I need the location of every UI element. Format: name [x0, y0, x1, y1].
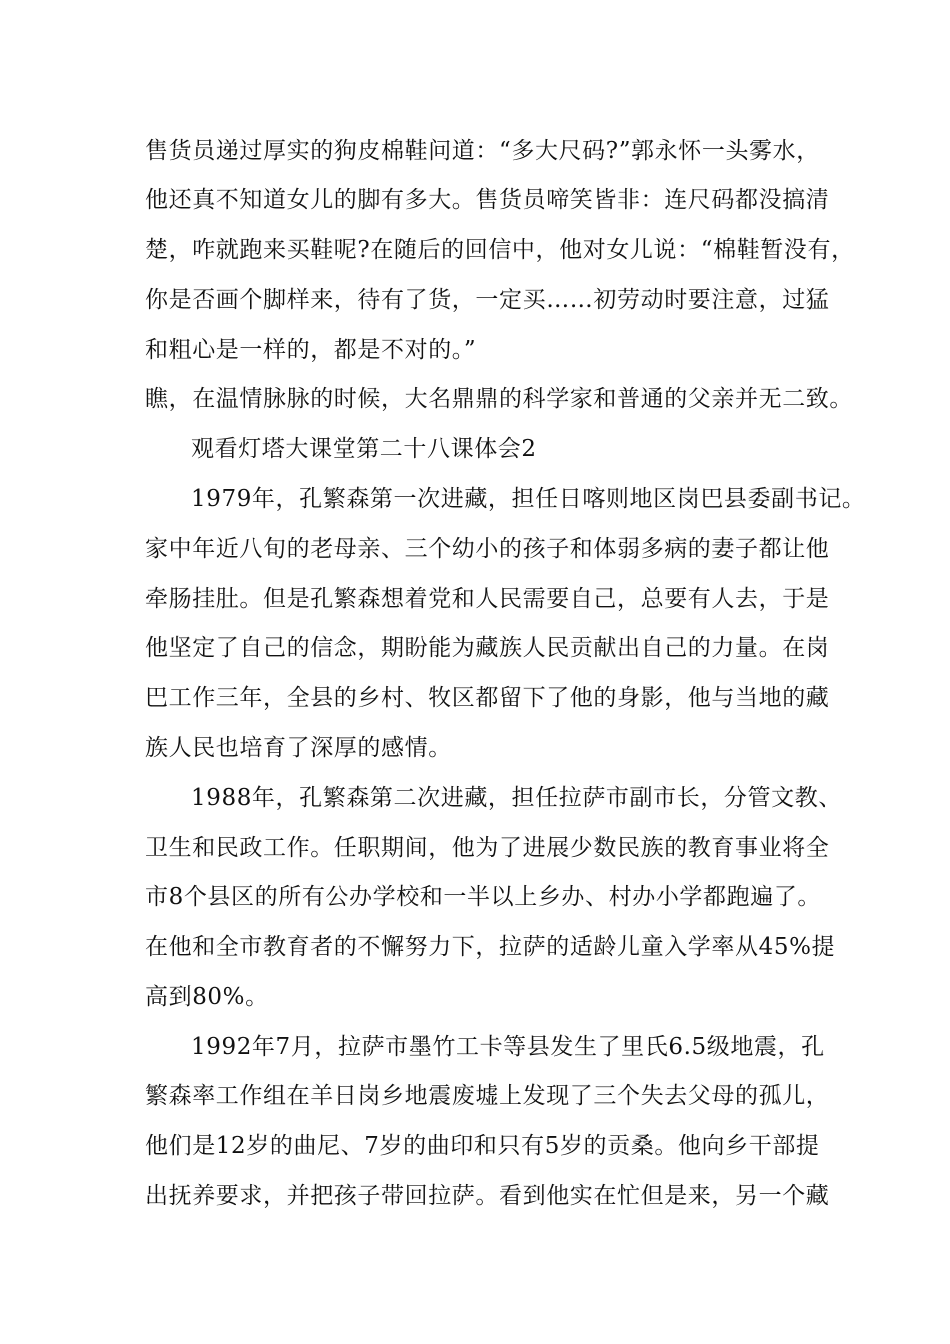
text-line: 他们是12岁的曲尼、7岁的曲印和只有5岁的贡桑。他向乡干部提: [145, 1133, 820, 1159]
text-line: 市8个县区的所有公办学校和一半以上乡办、村办小学都跑遍了。: [145, 884, 822, 910]
text-line: 和粗心是一样的，都是不对的。”: [145, 337, 477, 363]
section-heading: 观看灯塔大课堂第二十八课体会2: [191, 436, 537, 462]
text-line: 瞧，在温情脉脉的时候，大名鼎鼎的科学家和普通的父亲并无二致。: [145, 386, 853, 412]
text-line: 楚，咋就跑来买鞋呢?在随后的回信中，他对女儿说：“棉鞋暂没有，: [145, 237, 855, 263]
text-line: 他坚定了自己的信念，期盼能为藏族人民贡献出自己的力量。在岗: [145, 635, 830, 661]
text-line: 巴工作三年，全县的乡村、牧区都留下了他的身影，他与当地的藏: [145, 685, 830, 711]
text-line: 在他和全市教育者的不懈努力下，拉萨的适龄儿童入学率从45%提: [145, 934, 836, 960]
text-line: 1979年，孔繁森第一次进藏，担任日喀则地区岗巴县委副书记。: [191, 486, 866, 512]
text-line: 牵肠挂肚。但是孔繁森想着党和人民需要自己，总要有人去，于是: [145, 586, 830, 612]
text-line: 1988年，孔繁森第二次进藏，担任拉萨市副市长，分管文教、: [191, 785, 842, 811]
text-line: 售货员递过厚实的狗皮棉鞋问道：“多大尺码?”郭永怀一头雾水，: [145, 138, 820, 164]
text-line: 出抚养要求，并把孩子带回拉萨。看到他实在忙但是来，另一个藏: [145, 1183, 830, 1209]
text-line: 1992年7月，拉萨市墨竹工卡等县发生了里氏6.5级地震，孔: [191, 1034, 825, 1060]
text-line: 卫生和民政工作。任职期间，他为了进展少数民族的教育事业将全: [145, 835, 830, 861]
text-line: 家中年近八旬的老母亲、三个幼小的孩子和体弱多病的妻子都让他: [145, 536, 830, 562]
text-line: 族人民也培育了深厚的感情。: [145, 735, 452, 761]
text-line: 繁森率工作组在羊日岗乡地震废墟上发现了三个失去父母的孤儿，: [145, 1083, 830, 1109]
text-line: 你是否画个脚样来，待有了货，一定买……初劳动时要注意，过猛: [145, 287, 830, 313]
text-line: 高到80%。: [145, 984, 269, 1010]
text-line: 他还真不知道女儿的脚有多大。售货员啼笑皆非：连尺码都没搞清: [145, 187, 830, 213]
